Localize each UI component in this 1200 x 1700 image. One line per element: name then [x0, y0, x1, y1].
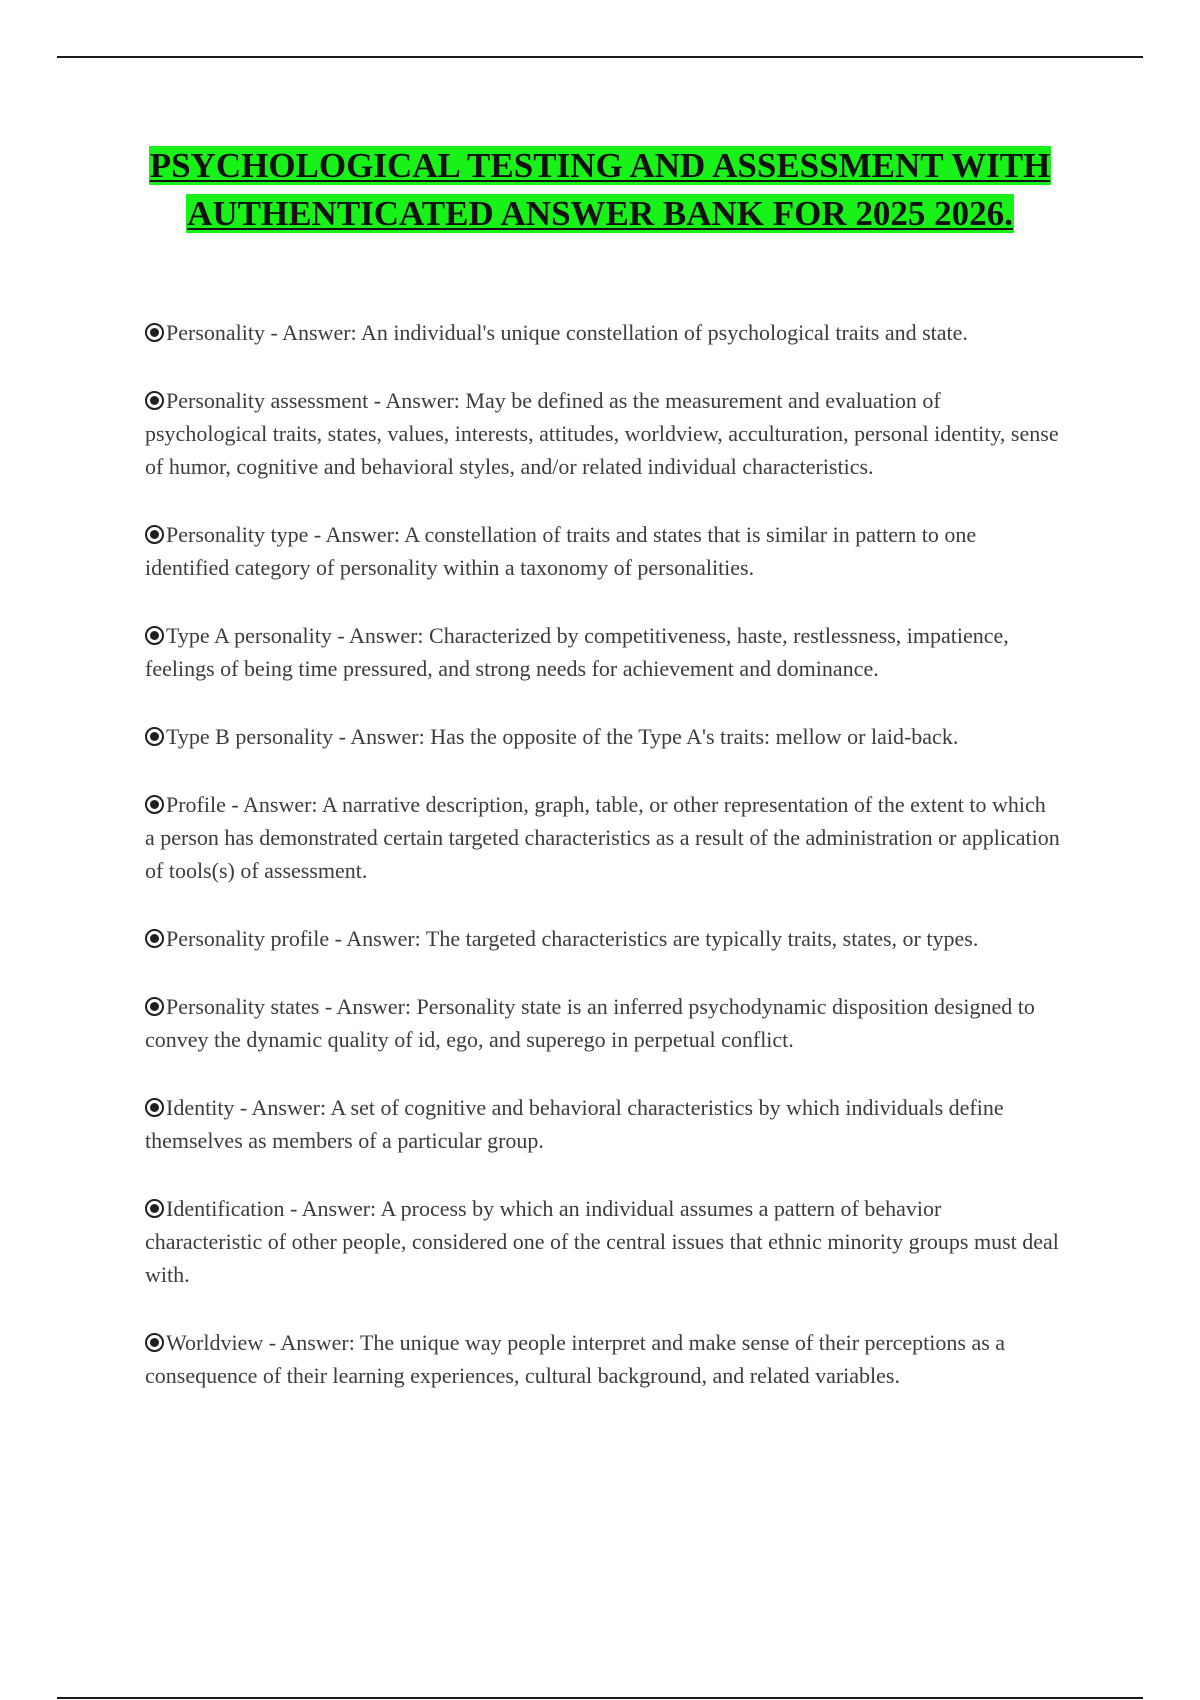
radio-bullet-icon — [145, 795, 164, 814]
list-item — [145, 1091, 1060, 1157]
entry-text: Worldview - Answer: The unique way people interpret and make sense of their perceptions as a consequence of their learning experiences, cultural background, and related variables. — [145, 1330, 1006, 1388]
list-item — [145, 720, 1060, 753]
entry-text: Profile - Answer: A narrative description, graph, table, or other representation of the extent to which a person has demonstrated certain targeted characteristics as a result of the administration or application of tools(s) of assessment. — [145, 792, 1060, 883]
list-item — [145, 619, 1060, 685]
radio-bullet-icon — [145, 1199, 164, 1218]
entry-text: Personality states - Answer: Personality state is an inferred psychodynamic disposition designed to convey the dynamic quality of id, ego, and superego in perpetual conflict. — [145, 994, 1035, 1052]
radio-bullet-icon — [145, 1333, 164, 1352]
entry-text: Type A personality - Answer: Characterized by competitiveness, haste, restlessness, impatience, feelings of being time pressured, and strong needs for achievement and dominance. — [145, 623, 1009, 681]
entry-text: Identification - Answer: A process by which an individual assumes a pattern of behavior characteristic of other people, considered one of the central issues that ethnic minority groups must deal with. — [145, 1196, 1059, 1287]
entry-text: Personality profile - Answer: The targeted characteristics are typically traits, states, or types. — [166, 926, 979, 951]
radio-bullet-icon — [145, 997, 164, 1016]
list-item — [145, 1326, 1060, 1392]
list-item — [145, 990, 1060, 1056]
title-block — [120, 142, 1080, 238]
radio-bullet-icon — [145, 323, 164, 342]
radio-bullet-icon — [145, 525, 164, 544]
document-title: PSYCHOLOGICAL TESTING AND ASSESSMENT WITH AUTHENTICATED ANSWER BANK FOR 2025 2026. — [149, 146, 1051, 233]
list-item — [145, 922, 1060, 955]
list-item — [145, 316, 1060, 349]
answer-list — [145, 316, 1060, 1427]
entry-text: Personality type - Answer: A constellation of traits and states that is similar in pattern to one identified category of personality within a taxonomy of personalities. — [145, 522, 977, 580]
list-item — [145, 1192, 1060, 1291]
list-item — [145, 384, 1060, 483]
radio-bullet-icon — [145, 626, 164, 645]
list-item — [145, 518, 1060, 584]
top-rule — [57, 56, 1143, 58]
radio-bullet-icon — [145, 727, 164, 746]
entry-text: Personality assessment - Answer: May be defined as the measurement and evaluation of psychological traits, states, values, interests, attitudes, worldview, acculturation, personal identity, sense of humor, cognitive and behavioral styles, and/or related individual characteristics. — [145, 388, 1059, 479]
radio-bullet-icon — [145, 1098, 164, 1117]
entry-text: Identity - Answer: A set of cognitive and behavioral characteristics by which individuals define themselves as members of a particular group. — [145, 1095, 1004, 1153]
bottom-rule — [57, 1697, 1143, 1699]
radio-bullet-icon — [145, 929, 164, 948]
list-item — [145, 788, 1060, 887]
entry-text: Personality - Answer: An individual's unique constellation of psychological traits and state. — [166, 320, 968, 345]
entry-text: Type B personality - Answer: Has the opposite of the Type A's traits: mellow or laid-back. — [166, 724, 959, 749]
radio-bullet-icon — [145, 391, 164, 410]
